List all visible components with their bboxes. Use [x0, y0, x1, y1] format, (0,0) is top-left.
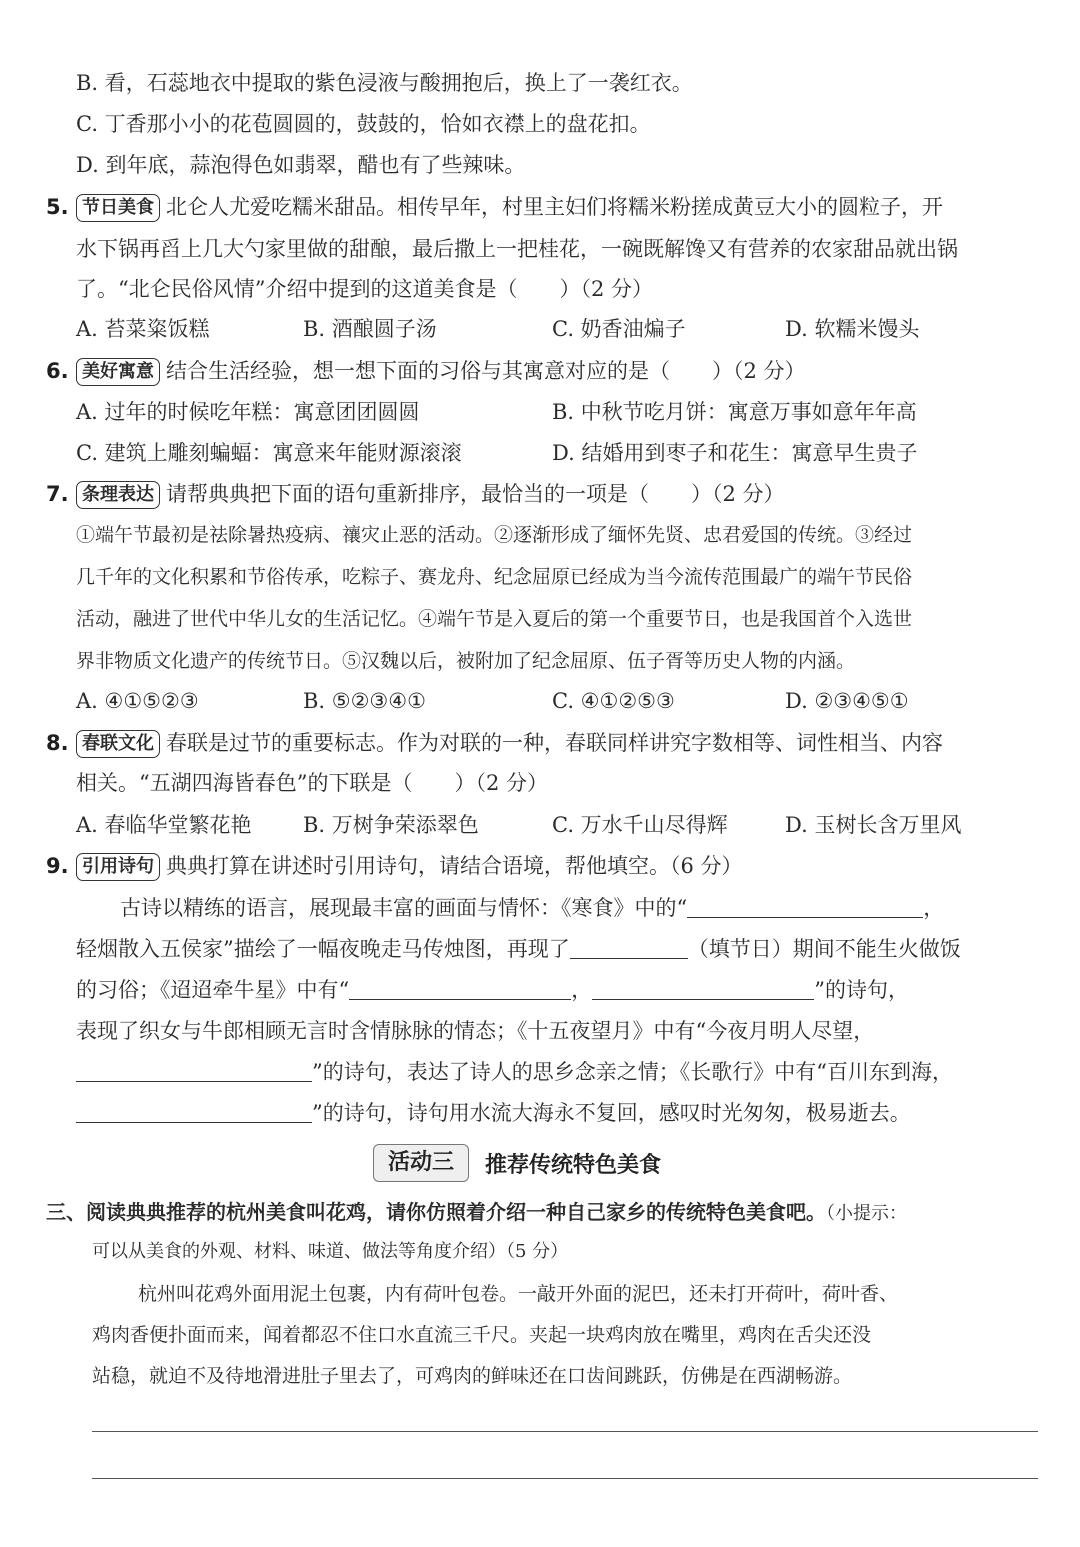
q5-text-1: 北仑人尤爱吃糯米甜品。相传早年，村里主妇们将糯米粉搓成黄豆大小的圆粒子，开: [166, 195, 943, 219]
q8-tag: 春联文化: [76, 730, 160, 758]
section-3-body-1: 杭州叫花鸡外面用泥土包裹，内有荷叶包卷。一敲开外面的泥巴，还未打开荷叶，荷叶香、: [138, 1283, 899, 1305]
q9-text-p5: ”的诗句，表达了诗人的思乡念亲之情；《长歌行》中有“百川东到海，: [312, 1060, 953, 1084]
q7-body-4: 界非物质文化遗产的传统节日。⑤汉魏以后，被附加了纪念屈原、伍子胥等历史人物的内涵。: [76, 650, 856, 672]
q7-body-1: ①端午节最初是祛除暑热疫病、禳灾止恶的活动。②逐渐形成了缅怀先贤、忠君爱国的传统。③经过: [76, 524, 913, 546]
q7-body-2: 几千年的文化积累和节俗传承，吃粽子、赛龙舟、纪念屈原已经成为当今流传范围最广的端午节民俗: [76, 566, 913, 588]
writing-line-2[interactable]: [92, 1478, 1038, 1479]
q7-option-c: C. ④①②⑤③: [552, 689, 675, 713]
answer-blank-1[interactable]: [687, 895, 923, 918]
answer-blank-6[interactable]: [76, 1100, 312, 1123]
q7-body-3: 活动，融进了世代中华儿女的生活记忆。④端午节是入夏后的第一个重要节日，也是我国首个入选世: [76, 608, 913, 630]
q6-option-b: B. 中秋节吃月饼：寓意万事如意年年高: [552, 400, 917, 424]
section-3-body-3: 站稳，就迫不及待地滑进肚子里去了，可鸡肉的鲜味还在口齿间跳跃，仿佛是在西湖畅游。: [92, 1365, 853, 1387]
q9-para-4: 表现了织女与牛郎相顾无言时含情脉脉的情态；《十五夜望月》中有“今夜月明人尽望，: [76, 1019, 875, 1043]
q7-option-d: D. ②③④⑤①: [785, 689, 909, 713]
q9-para-1: [120, 893, 944, 923]
section-3-hint-start: （小提示：: [826, 1203, 907, 1224]
q9-tag: 引用诗句: [76, 853, 160, 881]
q9-text-p3a: 的习俗；《迢迢牵牛星》中有“: [76, 978, 350, 1002]
q5-line-2: 水下锅再舀上几大勺家里做的甜酿，最后撒上一把桂花，一碗既解馋又有营养的农家甜品就出锅: [76, 237, 958, 261]
answer-blank-5[interactable]: [76, 1059, 312, 1082]
q6-option-a: A. 过年的时候吃年糕：寓意团团圆圆: [76, 400, 420, 424]
q6-number: 6.: [46, 359, 69, 383]
q7-line-1: [76, 479, 785, 509]
q5-option-a: A. 苔菜粢饭糕: [76, 317, 210, 341]
q6-tag: 美好寓意: [76, 358, 160, 386]
q9-text-1: 典典打算在讲述时引用诗句，请结合语境，帮他填空。（6 分）: [166, 854, 743, 878]
q5-tag: 节日美食: [76, 194, 160, 222]
q9-text-p6: ”的诗句，诗句用水流大海永不复回，感叹时光匆匆，极易逝去。: [312, 1101, 911, 1125]
section-3-body-2: 鸡肉香便扑面而来，闻着都忍不住口水直流三千尺。夹起一块鸡肉放在嘴里，鸡肉在舌尖还没: [92, 1324, 872, 1346]
section-3-hint: 可以从美食的外观、材料、味道、做法等角度介绍）（5 分）: [92, 1241, 569, 1262]
q7-option-b: B. ⑤②③④①: [303, 689, 426, 713]
section-3-heading-text: 三、阅读典典推荐的杭州美食叫花鸡，请你仿照着介绍一种自己家乡的传统特色美食吧。: [46, 1200, 826, 1224]
q6-text-1: 结合生活经验，想一想下面的习俗与其寓意对应的是（ ）（2 分）: [166, 359, 806, 383]
q9-text-p1b: ，: [923, 896, 945, 920]
q4-option-d: D. 到年底，蒜泡得色如翡翠，醋也有了些辣味。: [76, 153, 526, 177]
q9-line-1: [76, 851, 743, 881]
activity-title: 推荐传统特色美食: [485, 1152, 662, 1178]
q9-para-5: [76, 1057, 953, 1087]
section-3-heading: [46, 1197, 907, 1229]
q6-option-c: C. 建筑上雕刻蝙蝠：寓意来年能财源滚滚: [76, 441, 462, 465]
answer-blank-4[interactable]: [592, 977, 814, 1000]
q9-text-p3b: ，: [571, 978, 593, 1002]
q7-text-1: 请帮典典把下面的语句重新排序，最恰当的一项是（ ）（2 分）: [166, 482, 785, 506]
q5-line-1: [76, 192, 943, 222]
q9-text-p2b: （填节日）期间不能生火做饭: [687, 937, 961, 961]
q4-option-b: B. 看，石蕊地衣中提取的紫色浸液与酸拥抱后，换上了一袭红衣。: [76, 71, 693, 95]
q8-text-1: 春联是过节的重要标志。作为对联的一种，春联同样讲究字数相等、词性相当、内容: [166, 731, 943, 755]
q8-option-b: B. 万树争荣添翠色: [303, 813, 479, 837]
q9-number: 9.: [46, 854, 69, 878]
q8-option-c: C. 万水千山尽得辉: [552, 813, 728, 837]
q4-option-c: C. 丁香那小小的花苞圆圆的，鼓鼓的，恰如衣襟上的盘花扣。: [76, 112, 651, 136]
q5-number: 5.: [46, 195, 69, 219]
q9-text-p1a: 古诗以精练的语言，展现最丰富的画面与情怀：《寒食》中的“: [120, 896, 688, 920]
q9-text-p3c: ”的诗句，: [814, 978, 909, 1002]
q8-option-a: A. 春临华堂繁花艳: [76, 813, 252, 837]
q9-text-p2a: 轻烟散入五侯家”描绘了一幅夜晚走马传烛图，再现了: [76, 937, 570, 961]
q8-number: 8.: [46, 731, 69, 755]
activity-label: 活动三: [373, 1144, 469, 1182]
q5-option-d: D. 软糯米馒头: [785, 317, 920, 341]
writing-line-1[interactable]: [92, 1431, 1038, 1432]
q5-line-3: 了。“北仑民俗风情”介绍中提到的这道美食是（ ）（2 分）: [76, 277, 654, 301]
q7-number: 7.: [46, 482, 69, 506]
q7-option-a: A. ④①⑤②③: [76, 689, 199, 713]
q7-tag: 条理表达: [76, 481, 160, 509]
activity-header: [373, 1144, 661, 1182]
q9-para-2: [76, 934, 961, 964]
q9-para-3: [76, 975, 909, 1005]
q5-option-c: C. 奶香油煸子: [552, 317, 686, 341]
q6-line-1: [76, 356, 806, 386]
q8-line-1: [76, 728, 943, 758]
q9-para-6: [76, 1098, 911, 1128]
answer-blank-2[interactable]: [570, 936, 688, 959]
q5-option-b: B. 酒酿圆子汤: [303, 317, 437, 341]
q8-line-2: 相关。“五湖四海皆春色”的下联是（ ）（2 分）: [76, 771, 549, 795]
q6-option-d: D. 结婚用到枣子和花生：寓意早生贵子: [552, 441, 918, 465]
q8-option-d: D. 玉树长含万里风: [785, 813, 962, 837]
answer-blank-3[interactable]: [349, 977, 571, 1000]
